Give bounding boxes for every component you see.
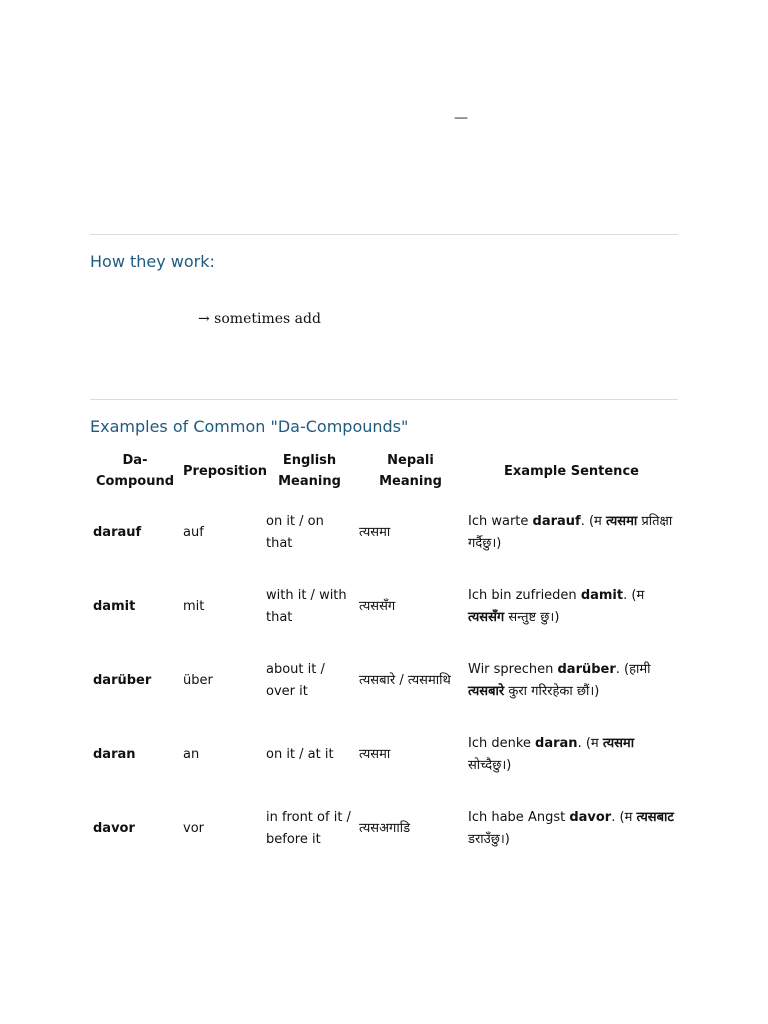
cell-nepali-meaning: त्यसबारे / त्यसमाथि xyxy=(359,673,451,688)
sentence-text: . (म xyxy=(611,810,637,825)
sentence-text: कुरा गरिरहेका छौं।) xyxy=(504,684,600,699)
sentence-text: Ich bin zufrieden xyxy=(468,588,581,603)
cell-example-sentence xyxy=(465,644,678,718)
sentence-text: सन्तुष्ट छु।) xyxy=(504,610,560,625)
sentence-text: Ich warte xyxy=(468,514,533,529)
table-row xyxy=(90,718,678,792)
column-header-nepali-meaning: Nepali Meaning xyxy=(379,453,442,489)
cell-preposition: über xyxy=(183,673,213,688)
sentence-text: Ich denke xyxy=(468,736,536,751)
table-header-row xyxy=(90,446,678,496)
table-row xyxy=(90,570,678,644)
cell-english-meaning: on it / at it xyxy=(266,747,334,762)
sentence-compound: davor xyxy=(569,810,612,825)
cell-english-meaning: on it / on that xyxy=(266,514,324,551)
cell-english-meaning: with it / with that xyxy=(266,588,347,625)
sentence-nepali-bold: त्यसबारे xyxy=(468,684,505,699)
section-heading-how-they-work: How they work: xyxy=(90,252,215,271)
cell-english-meaning: about it / over it xyxy=(266,662,325,699)
column-header-example-sentence: Example Sentence xyxy=(504,463,639,479)
sentence-text: . (हामी xyxy=(615,662,651,677)
cell-preposition: vor xyxy=(183,821,204,836)
cell-compound: davor xyxy=(93,821,135,836)
cell-example-sentence xyxy=(465,718,678,792)
cell-example-sentence xyxy=(465,792,678,866)
sentence-text: . (म xyxy=(577,736,603,751)
sentence-text: डराउँछु।) xyxy=(468,832,510,847)
da-compounds-table xyxy=(90,446,678,866)
section-heading-examples: Examples of Common "Da-Compounds" xyxy=(90,417,409,436)
column-header-preposition: Preposition xyxy=(183,463,268,479)
cell-nepali-meaning: त्यसअगाडि xyxy=(359,821,411,836)
sentence-text: . (म xyxy=(580,514,606,529)
cell-example-sentence xyxy=(465,496,678,570)
cell-preposition: mit xyxy=(183,599,205,614)
cell-preposition: an xyxy=(183,747,200,762)
sentence-nepali-bold: त्यसमा xyxy=(602,736,635,751)
cell-compound: darauf xyxy=(93,525,142,540)
sentence-compound: darüber xyxy=(557,662,616,677)
cell-compound: darüber xyxy=(93,673,152,688)
cell-english-meaning: in front of it / before it xyxy=(266,810,351,847)
sentence-text: Wir sprechen xyxy=(468,662,558,677)
sentence-nepali-bold: त्यसमा xyxy=(605,514,638,529)
table-row xyxy=(90,792,678,866)
sentence-text: . (म xyxy=(623,588,645,603)
column-header-english-meaning: English Meaning xyxy=(278,453,341,489)
sentence-nepali-bold: त्यसबाट xyxy=(636,810,674,825)
column-header-da-compound: Da-Compound xyxy=(95,453,175,489)
cell-nepali-meaning: त्यसमा xyxy=(359,525,391,540)
sentence-compound: darauf xyxy=(532,514,581,529)
em-dash-mark: — xyxy=(454,110,468,126)
cell-nepali-meaning: त्यससँग xyxy=(359,599,396,614)
sentence-compound: damit xyxy=(580,588,624,603)
cell-preposition: auf xyxy=(183,525,204,540)
cell-example-sentence xyxy=(465,570,678,644)
section-divider xyxy=(90,234,678,235)
cell-compound: damit xyxy=(93,599,136,614)
sentence-text: Ich habe Angst xyxy=(468,810,570,825)
cell-nepali-meaning: त्यसमा xyxy=(359,747,391,762)
sentence-text: प्रतिक्षा गर्दैछु।) xyxy=(468,514,673,551)
cell-compound: daran xyxy=(93,747,136,762)
table-row xyxy=(90,644,678,718)
table-row xyxy=(90,496,678,570)
sentence-nepali-bold: त्यससँग xyxy=(468,610,505,625)
sentence-text: सोच्दैछु।) xyxy=(468,758,512,773)
sentence-compound: daran xyxy=(535,736,578,751)
arrow-note: → sometimes add xyxy=(198,311,321,327)
section-divider xyxy=(90,399,678,400)
